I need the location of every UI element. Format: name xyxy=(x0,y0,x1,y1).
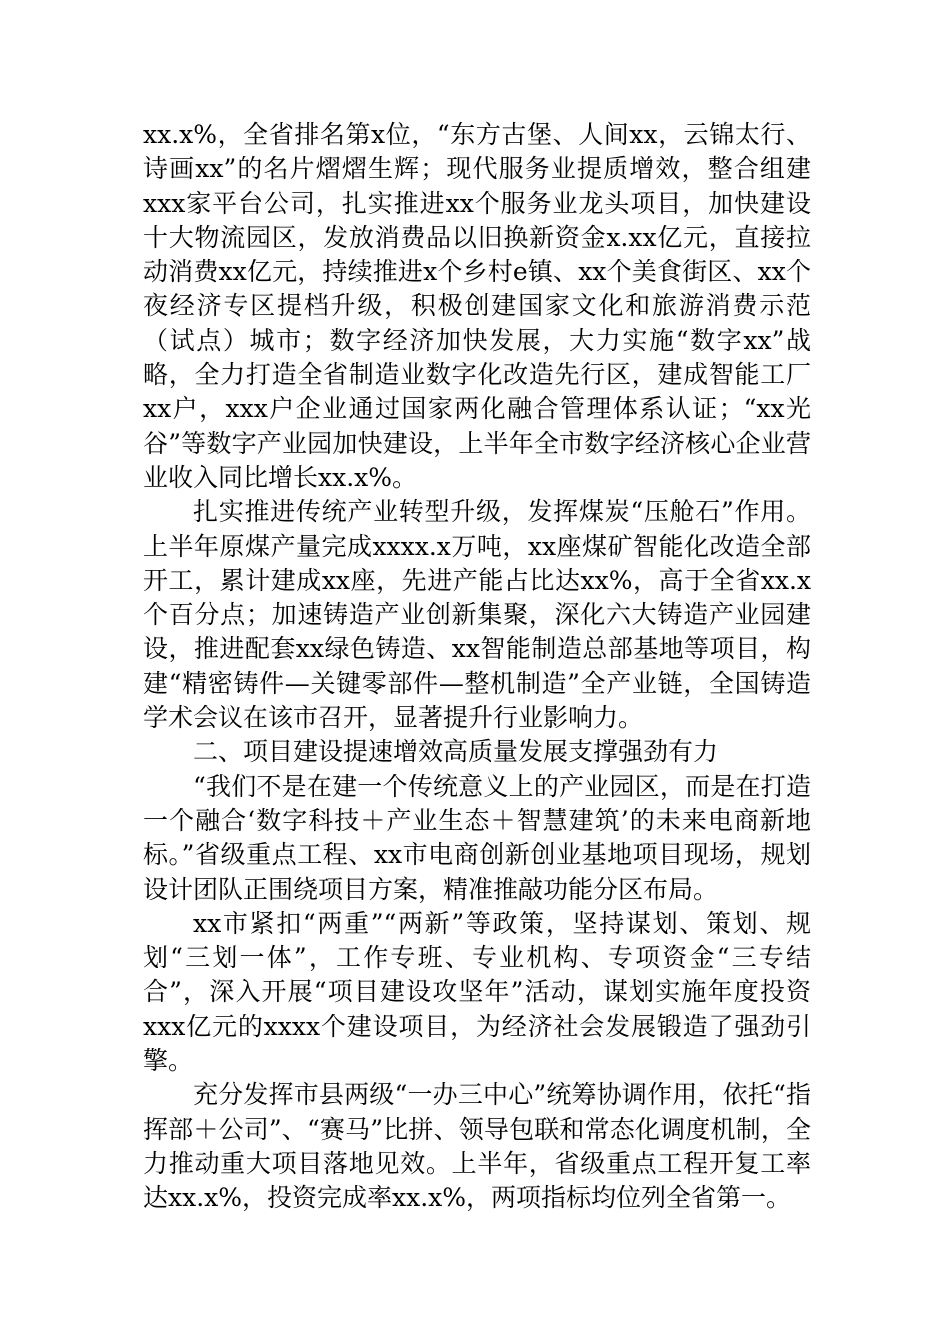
paragraph-traditional-industry: 扎实推进传统产业转型升级，发挥煤炭“压舱石”作用。上半年原煤产量完成xxxx.x万吨，xx座煤矿智能化改造全部开工，累计建成xx座，先进产能占比达xx%，高于全省xx.x个百分点；加速铸造产业创新集聚，深化六大铸造产业园建设，推进配套xx绿色铸造、xx智能制造总部基地等项目，构建“精密铸件—关键零部件—整机制造”全产业链，全国铸造学术会议在该市召开，显著提升行业影响力。 xyxy=(143,497,811,733)
paragraph-coordination: 充分发挥市县两级“一办三中心”统筹协调作用，依托“指挥部＋公司”、“赛马”比拼、领导包联和常态化调度机制，全力推动重大项目落地见效。上半年，省级重点工程开复工率达xx.x%，投资完成率xx.x%，两项指标均位列全省第一。 xyxy=(143,1080,811,1213)
document-body xyxy=(143,118,811,1216)
paragraph-continued: xx.x%，全省排名第x位，“东方古堡、人间xx，云锦太行、诗画xx”的名片熠熠生辉；现代服务业提质增效，整合组建xxx家平台公司，扎实推进xx个服务业龙头项目，加快建设十大物流园区，发放消费品以旧换新资金x.xx亿元，直接拉动消费xx亿元，持续推进x个乡村e镇、xx个美食街区、xx个夜经济专区提档升级，积极创建国家文化和旅游消费示范（试点）城市；数字经济加快发展，大力实施“数字xx”战略，全力打造全省制造业数字化改造先行区，建成智能工厂xx户，xxx户企业通过国家两化融合管理体系认证；“xx光谷”等数字产业园加快建设，上半年全市数字经济核心企业营业收入同比增长xx.x%。 xyxy=(143,120,811,492)
section-heading: 二、项目建设提速增效高质量发展支撑强劲有力 xyxy=(193,737,719,767)
paragraph-policy: xx市紧扣“两重”“两新”等政策，坚持谋划、策划、规划“三划一体”，工作专班、专业机构、专项资金“三专结合”，深入开展“项目建设攻坚年”活动，谋划实施年度投资xxx亿元的xxxx个建设项目，为经济社会发展锻造了强劲引擎。 xyxy=(143,908,811,1076)
paragraph-quote: “我们不是在建一个传统意义上的产业园区，而是在打造一个融合‘数字科技＋产业生态＋智慧建筑’的未来电商新地标。”省级重点工程、xx市电商创新创业基地项目现场，规划设计团队正围绕项目方案，精准推敲功能分区布局。 xyxy=(143,771,811,904)
